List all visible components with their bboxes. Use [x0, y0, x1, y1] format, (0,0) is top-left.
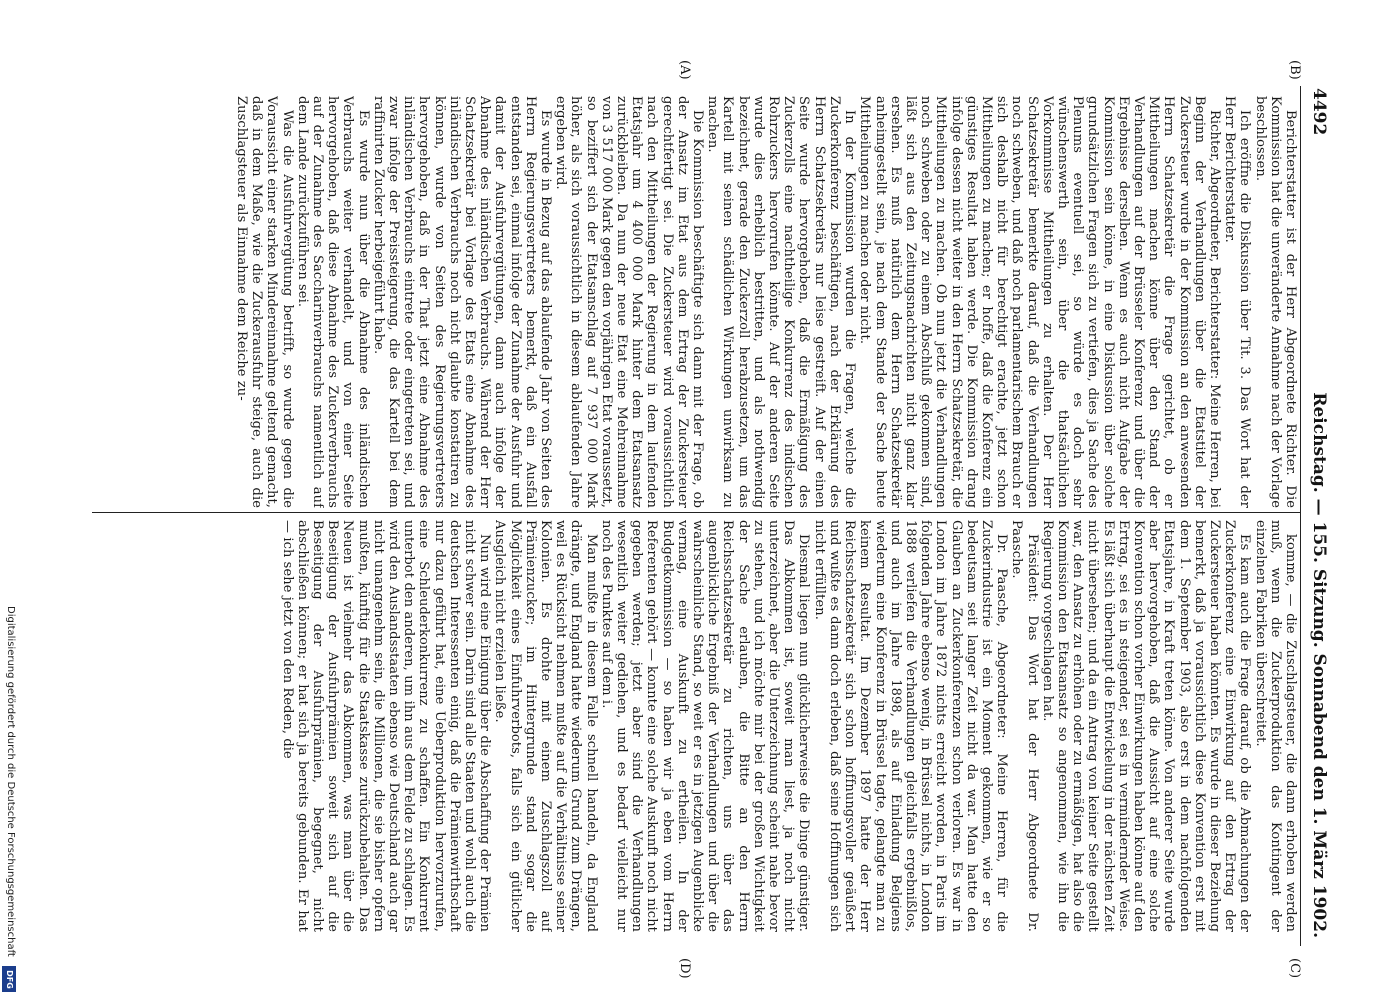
marker-b: (B) — [1287, 60, 1302, 80]
paragraph: In der Kommission wurden die Fragen, welche die Zuckerkonferenz beschäftigen, nach der Erklärung des Herrn Schatzsekretärs nur leise gestreift. Auf der einen Seite wurde hervorgehoben, daß die Ermäßigung des Zuckerzolls eine nachtheilige Konkurrenz des indischen Rohrzuckers hervorrufen könnte. Auf der anderen Seite wurde dies erheblich bestritten, und als nothwendig bezeichnet, gerade den Zuckerzoll herabzusetzen, um das Kartell mit seinen schädlichen Wirkungen unwirksam zu machen. — [705, 96, 858, 508]
paragraph: Was die Ausfuhrvergütung betrifft, so wurde gegen die Voraussicht einer starken Mindereinnahme geltend gemacht, daß in dem Maße, wie die Zuckerausfuhr steige, auch die Zuschlagsteuer als Einnahme dem Reiche zu- — [233, 96, 295, 508]
column-separator — [92, 512, 1300, 513]
page-header — [1308, 88, 1330, 938]
dfg-logo: DFG — [2, 966, 16, 992]
paragraph: Berichterstatter ist der Herr Abgeordnete Richter. Die Kommission hat die unveränderte Annahme nach der Vorlage beschlossen. — [1252, 96, 1298, 508]
paragraph: Es wurde nun über die Abnahme des inländischen Verbrauchs weiter verhandelt, und von einer Seite hervorgehoben, daß diese Abnahme des Zuckerverbrauchs auf der Zunahme des Saccharinverbrauchs namentlich auf dem Lande zurückzuführen sei. — [294, 96, 371, 508]
page-title: Reichstag. — 155. Sitzung. Sonnabend den 1. März 1902. — [1309, 392, 1329, 938]
marker-c: (C) — [1287, 958, 1302, 979]
marker-a: (A) — [677, 60, 692, 80]
paragraph: Präsident: Das Wort hat der Herr Abgeordnete Dr. Paasche. — [1009, 520, 1040, 932]
paragraph: Nun wird eine Einigung über die Abschaffung der Prämien nicht schwer sein. Darin sind alle Staaten und wohl auch die deutschen Interessenten einig, daß die Prämienwirthschaft nur dazu geführt hat, eine Ueberproduktion hervorzurufen, eine Schleuderkonkurrenz zu schaffen. Ein Konkurrent unterbot den anderen, um ihn aus dem Felde zu schlagen. Es wird den Auslandsstaaten ebenso wie Deutschland auch gar nicht unangenehm sein, die Millionen, die sie bisher opfern mußten, künftig für die Staatskasse zurückzubehalten. Das Neuen ist vielmehr das Abkommen, was man über die Beseitigung der Ausfuhrprämien soweit sich auf die Beseitigung der Ausfuhrprämien, begegnet, nicht abschließen können; er hat sich ja bereits gebunden. Er hat — ich sehe jetzt von den Reden, die — [279, 520, 493, 932]
marker-d: (D) — [677, 958, 692, 979]
paragraph: Es wurde in Bezug auf das ablaufende Jahr von Seiten des Herrn Regierungsvertreters bemerkt, daß ein Ausfall entstanden sei, einmal infolge der Zunahme der Ausfuhr und damit der Ausfuhrvergütungen, dann auch infolge der Abnahme des inländischen Verbrauchs. Während der Herr Schatzsekretär bei Vorlage des Etats eine Abnahme des inländischen Verbrauchs noch nicht glaubte konstatiren zu können, wurde von Seiten des Regierungsvertreters hervorgehoben, daß in der That jetzt eine Abnahme des inländischen Verbrauchs eintrete oder eingetreten sei, und zwar infolge der Preissteigerung, die das Kartell bei dem raffinirten Zucker herbeigeführt habe. — [370, 96, 554, 508]
paragraph: Dr. Paasche, Abgeordneter: Meine Herren, für die Zuckerindustrie ist ein Moment gekommen, wie er so bedeutsam seit langer Zeit nicht da war. Man hatte den Glauben an Zuckerkonferenzen schon verloren. Es war in London im Jahre 1872 nichts erreicht worden, in Paris im folgenden Jahre ebenso wenig, in Brüssel nichts, in London 1888 verliefen die Verhandlungen gleichfalls ergebnißlos, und auch im Jahre 1898, als auf Einladung Belgiens wiederum eine Konferenz in Brüssel tagte, gelangte man zu keinem Resultat. Im Dezember 1897 hatte der Herr Reichsschatzsekretär sich schon hoffnungsvoller geäußert und wußte es dann doch erleben, daß seine Hoffnungen sich nicht erfüllten. — [811, 520, 1010, 932]
digitization-credit: Digitalisierung gefördert durch die Deutsche Forschungsgemeinschaft — [5, 606, 16, 957]
paragraph: Richter, Abgeordneter, Berichterstatter: Meine Herren, bei Beginn der Verhandlungen über die Etatstitel der Zuckersteuer wurde in der Kommission an den anwesenden Herrn Schatzsekretär die Frage gerichtet, ob er Mittheilungen machen könne über den Stand der Verhandlungen auf der Brüsseler Konferenz und über die Ergebnisse derselben. Wenn es auch nicht Aufgabe der Kommission sein könne, in eine Diskussion über solche grundsätzlichen Fragen sich zu vertiefen, dies ja Sache des Plenums eventuell sei, so würde es doch sehr wünschenswerth sein, über die thatsächlichen Vorkommnisse Mittheilungen zu erhalten. Der Herr Schatzsekretär bemerkte darauf, daß die Verhandlungen noch schweben, und daß noch parlamentarischem Brauch er sich deshalb nicht für berechtigt erachte, jetzt schon Mittheilungen zu machen; er hoffe, daß die Konferenz ein günstiges Resultat haben werde. Die Kommission drang infolge dessen nicht weiter in den Herrn Schatzsekretär, die Mittheilungen zu machen. Ob nun jetzt die Verhandlungen noch schweben oder zu einem Abschluß gekommen sind, läßt sich aus den Zeitungsnachrichten nicht ganz klar ersehen. Es muß natürlich dem Herrn Schatzsekretär anheimgestellt sein, je nach dem Stande der Sache heute Mittheilungen zu machen oder nicht. — [857, 96, 1222, 508]
page-number: 4492 — [1309, 88, 1329, 136]
paragraph: Es kam auch die Frage darauf, ob die Abmachungen der Zuckerkonferenz eine Einwirkung auf den Ertrag der Zuckersteuer haben könnten. Es wurde in dieser Beziehung bemerkt, daß ja voraussichtlich diese Konvention erst mit dem 1. September 1903, also erst in dem nachfolgenden Etatsjahre, in Kraft treten könne. Von anderer Seite wurde aber hervorgehoben, daß die Aussicht auf eine solche Konvention schon vorher Einwirkungen haben könne auf den Ertrag, sei es in steigender, sei es in vermindernder Weise. Es läßt sich überhaupt die Entwickelung in der nächsten Zeit nicht übersehen; und da ein Antrag von keiner Seite gestellt war, den Ansatz zu erhöhen oder zu ermäßigen, hat also die Kommission den Etatsansatz so angenommen, wie ihn die Regierung vorgeschlagen hat. — [1039, 520, 1253, 932]
paragraph: Man mußte in diesem Falle schnell handeln, da England drängte, und England hatte wiederum Grund zum Drängen, weil es Rücksicht nehmen mußte auf die Verhältnisse seiner Kolonien. Es drohte mit einem Zuschlagszoll auf Prämienzucker; im Hintergrunde stand sogar die Möglichkeit eines Einfuhrverbots, falls sich ein gütlicher Ausgleich nicht erzielen ließe. — [492, 520, 599, 932]
left-column — [98, 96, 1298, 508]
right-column — [98, 520, 1298, 932]
paragraph: Ich eröffne die Diskussion über Tit. 3. Das Wort hat der Herr Berichterstatter. — [1222, 96, 1253, 508]
paragraph: Diesmal liegen nun glücklicherweise die Dinge günstiger. Das Abkommen ist, soweit man liest, ja noch nicht unterzeichnet, aber die Unterzeichnung scheint nahe bevor zu stehen, und ich möchte mir bei der großen Wichtigkeit der Sache erlauben, die Bitte an den Herrn Reichsschatzsekretär zu richten, uns über das augenblickliche Ergebniß der Verhandlungen und über die wahrscheinliche Stand, so weit er es in jetzigen Augenblicke vermag, eine Auskunft zu ertheilen. In der Budgetkommission — so haben wir ja eben vom Herrn Referenten gehört — konnte eine solche Auskunft noch nicht gegeben werden; jetzt aber sind die Verhandlungen wesentlich weiter gediehen, und es bedarf vielleicht nur noch des Punktes auf dem i. — [598, 520, 812, 932]
paragraph: Die Kommission beschäftigte sich dann mit der Frage, ob der Ansatz im Etat aus dem Ertrag der Zuckersteuer gerechtfertigt sei. Die Zuckersteuer wird voraussichtlich nach den Mittheilungen der Regierung in dem laufenden Etatsjahr um 4 400 000 Mark hinter dem Etatsansatz zurückbleiben. Da nun der neue Etat eine Mehreinnahme von 3 517 000 Mark gegen den vorjährigen Etat voraussetzt, so beziffert sich der Etatsanschlag auf 7 937 000 Mark höher, als sich voraussichtlich in diesem ablaufenden Jahre ergeben wird. — [553, 96, 706, 508]
header-rule — [1300, 86, 1301, 946]
paragraph: komme, — die Zuschlagsteuer, die dann erhoben werden muß, wenn die Zuckerproduktion das Kontingent der einzelnen Fabriken überschreitet. — [1252, 520, 1298, 932]
